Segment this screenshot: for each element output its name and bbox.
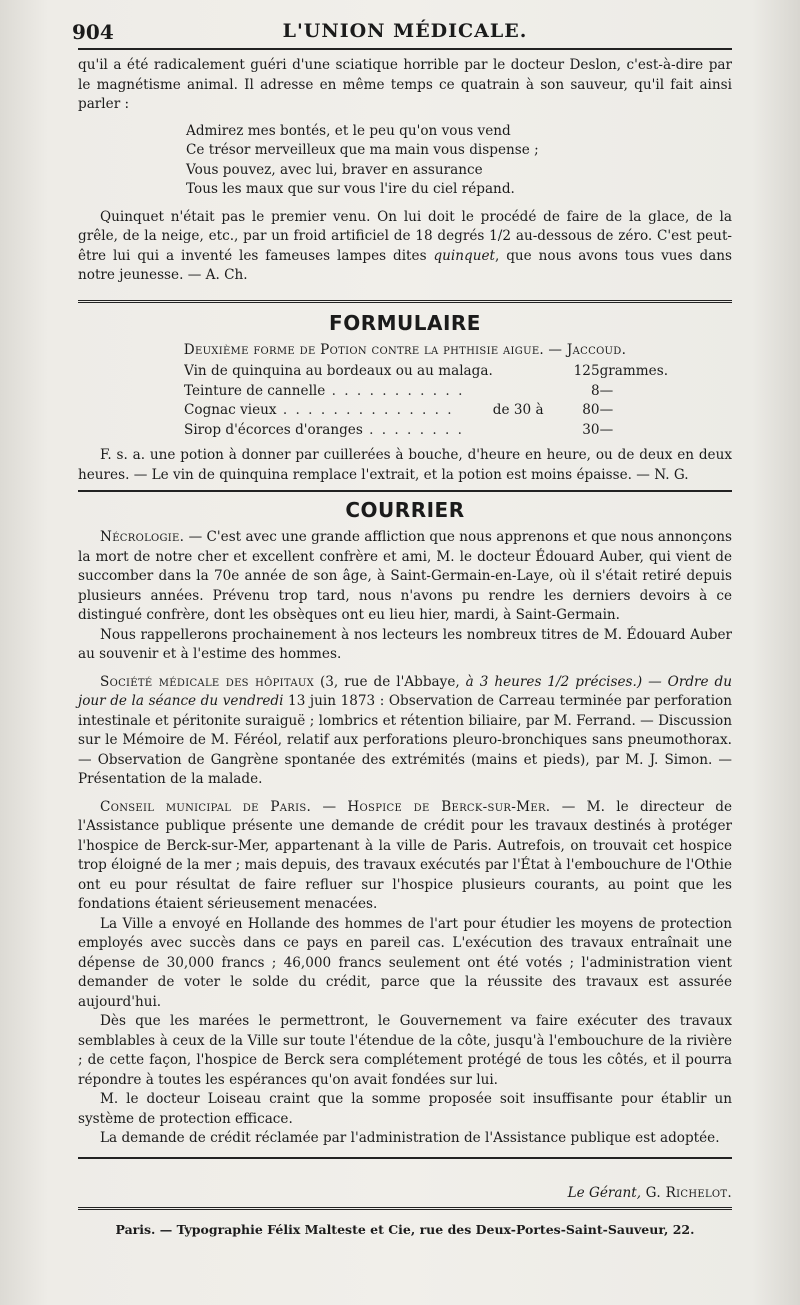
recipe-row [184, 421, 690, 441]
page-content [72, 18, 732, 1237]
ingredient-name: Teinture de cannelle [184, 382, 326, 399]
quinquet-text-end: , que nous avons tous vues dans notre jeunesse. — A. Ch. [78, 247, 732, 283]
recipe-table [184, 362, 690, 440]
ingredient-qty: 80 [582, 402, 600, 418]
societe-agenda-label: .) — Ordre du jour de la séance du vendredi [78, 673, 732, 709]
ville-paragraph: La Ville a envoyé en Hollande des hommes de l'art pour étudier les moyens de protection employés avec succès dans ce pays en pareil cas. L'exécution des travaux entraînait une dépense de 30,000 francs ; 46,000 francs seulement ont été votés ; l'administration vient demander de voter le solde du crédit, parce que la réussite des travaux est assurée aujourd'hui. [78, 915, 732, 1010]
conseil-paragraph [78, 798, 732, 915]
ingredient-prefix: de 30 à [492, 402, 544, 418]
necrologie-paragraph [78, 528, 732, 626]
ingredient-cell [184, 382, 493, 402]
hospice-label: Hospice de Berck-sur-Mer. [347, 798, 551, 815]
societe-address: (3, rue de l'Abbaye, [314, 673, 466, 690]
ingredient-unit: — [599, 382, 614, 399]
recipe-row [184, 401, 690, 421]
ingredient-cell [184, 421, 493, 441]
recipe-author: — Jaccoud. [548, 341, 627, 358]
intro-paragraph: qu'il a été radicalement guéri d'une sciatique horrible par le docteur Deslon, c'est-à-dire par le magnétisme animal. Il adresse en même temps ce quatrain à son sauveur, qu'il fait ainsi parler : [78, 57, 732, 112]
section-rule [78, 300, 732, 305]
dot-leader: . . . . . . . . . . . [325, 382, 465, 399]
ingredient-unit: — [599, 421, 614, 438]
ingredient-qty: 30 [582, 421, 600, 438]
signature-name: G. Richelot. [641, 1184, 732, 1201]
dot-leader: . . . . . . . . . . . . . . [276, 402, 454, 418]
adopted-paragraph: La demande de crédit réclamée par l'administration de l'Assistance publique est adoptée. [100, 1130, 720, 1146]
societe-label: Société médicale des hôpitaux [100, 673, 314, 690]
ingredient-prefix [493, 421, 544, 441]
recipe-row [184, 362, 690, 382]
signature [78, 1185, 732, 1201]
journal-title: L'UNION MÉDICALE. [282, 20, 528, 42]
societe-text: 13 juin 1873 : Observation de Carreau terminée par perforation intestinale et péritonite suraiguë ; lombrics et rétention biliaire, par M. Ferrand. — Discussion sur le Mémoire de M. Féréol, relatif aux perforations pleuro-bronchiques sans pneumothorax. — Observation de Gangrène spontanée des extrémités (mains et pieds), par M. J. Simon. — Présentation de la malade. [78, 693, 732, 787]
courrier-block [78, 528, 732, 1149]
ingredient-cell [184, 401, 493, 421]
imprint-rule [78, 1207, 732, 1212]
imprint: Paris. — Typographie Félix Malteste et Cie, rue des Deux-Portes-Saint-Sauveur, 22. [115, 1221, 695, 1237]
quatrain [186, 122, 732, 200]
verse-line: Ce trésor merveilleux que ma main vous dispense ; [186, 142, 539, 158]
signature-title: Le Gérant, [567, 1184, 642, 1201]
verse-line: Admirez mes bontés, et le peu qu'on vous vend [186, 122, 511, 139]
verse-line: Tous les maux que sur vous l'ire du ciel répand. [186, 181, 515, 197]
ingredient-prefix [493, 382, 544, 402]
conseil-text: — M. le directeur de l'Assistance publique présente une demande de crédit pour les travaux destinés à protéger l'hospice de Berck-sur-Mer, appartenant à la ville de Paris. Autrefois, on trouvait cet hospice trop éloigné de la mer ; mais depuis, des travaux exécutés par l'État à l'embouchure de l'Othie ont eu pour résultat de faire refluer sur l'hospice plusieurs courants, au point que les fondations étaient sérieusement menacées. [78, 798, 732, 912]
societe-time: à 3 heures 1/2 précises [465, 673, 633, 690]
recipe-row [184, 382, 690, 402]
ingredient-unit: — [599, 402, 614, 418]
quinquet-italic: quinquet [433, 247, 495, 264]
ingredient-prefix [493, 362, 544, 382]
courrier-title: COURRIER [345, 498, 465, 522]
recipe-heading [78, 341, 732, 361]
loiseau-paragraph: M. le docteur Loiseau craint que la somme proposée soit insuffisante pour établir un système de protection efficace. [78, 1091, 732, 1127]
conseil-label: Conseil municipal de Paris. [100, 798, 312, 815]
formulaire-title: FORMULAIRE [329, 310, 481, 335]
ingredient-unit: grammes. [599, 363, 669, 379]
necrologie-label: Nécrologie. [100, 529, 185, 545]
ingredient-qty: 125 [573, 363, 600, 379]
necrologie-text: — C'est avec une grande affliction que nous apprenons et que nous annonçons la mort de notre cher et excellent confrère et ami, M. le docteur Édouard Auber, qui vient de succomber dans la 70e année de son âge, à Saint-Germain-en-Laye, où il s'était retiré depuis plusieurs années. Prévenu trop tard, nous n'avons pu rendre les derniers devoirs à ce distingué confrère, dont les obsèques ont eu lieu hier, mardi, à Saint-Germain. [78, 529, 732, 623]
verse-line: Vous pouvez, avec lui, braver en assurance [186, 161, 483, 178]
ingredient-name: Cognac vieux [184, 402, 277, 418]
ingredient-qty: 8 [590, 382, 600, 399]
quinquet-text-start: Quinquet n'était pas le premier venu. On lui doit le procédé de faire de la glace, de la grêle, de la neige, etc., par un froid artificiel de 18 degrés 1/2 au-dessous de zéro. C'est peut-être lui qui a inventé les fameuses lampes dites [78, 208, 732, 264]
footer-rule [78, 1157, 732, 1159]
recipe-instruction: F. s. a. une potion à donner par cuillerées à bouche, d'heure en heure, ou de deux en deux heures. — Le vin de quinquina remplace l'extrait, et la potion est moins épaisse. — N. G. [78, 447, 732, 483]
quinquet-paragraph [78, 208, 732, 286]
dot-leader: . . . . . . . . [362, 421, 464, 438]
ingredient-name: Sirop d'écorces d'oranges [184, 421, 363, 438]
marees-paragraph: Dès que les marées le permettront, le Gouvernement va faire exécuter des travaux semblables à ceux de la Ville sur toute l'étendue de la côte, jusqu'à l'embouchure de la rivière ; de cette façon, l'hospice de Berck sera complétement protégé de tous les côtés, et il pourra répondre à toutes les espérances qu'on avait fondées sur lui. [78, 1013, 732, 1088]
page-number: 904 [72, 20, 114, 44]
recipe-name: Deuxième forme de Potion contre la phthisie aigue. [183, 341, 545, 358]
section-rule [78, 490, 732, 492]
conseil-dash: — [311, 798, 348, 815]
auber-note: Nous rappellerons prochainement à nos lecteurs les nombreux titres de M. Édouard Auber au souvenir et à l'estime des hommes. [78, 626, 732, 662]
ingredient-name: Vin de quinquina au bordeaux ou au malaga. [184, 363, 493, 379]
societe-paragraph [78, 673, 732, 790]
running-head [72, 18, 732, 48]
